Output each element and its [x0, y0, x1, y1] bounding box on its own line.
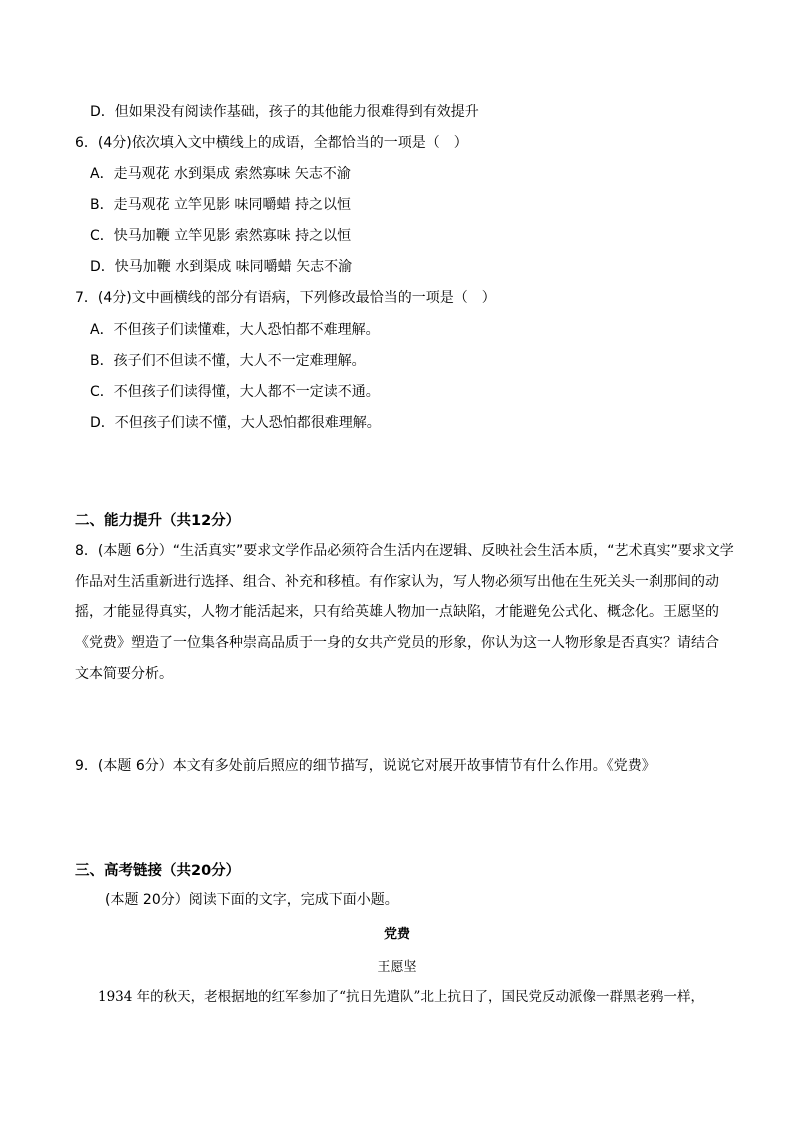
article-first-line: 1934 年的秋天，老根据地的红军参加了“抗日先遣队”北上抗日了，国民党反动派像一群黑老鸦一样，: [98, 989, 704, 1005]
question-6-stem: 6．(4分)依次填入文中横线上的成语，全都恰当的一项是（ ）: [75, 135, 468, 151]
article-author: 王愿坚: [377, 960, 417, 975]
section-3-intro: (本题 20分）阅读下面的文字，完成下面小题。: [105, 892, 399, 908]
question-7-option-c: C．不但孩子们读得懂，大人都不一定读不通。: [90, 384, 380, 400]
q5-option-d: D．但如果没有阅读作基础，孩子的其他能力很难得到有效提升: [90, 104, 479, 120]
question-6-option-c: C．快马加鞭 立竿见影 索然寡味 持之以恒: [90, 228, 352, 244]
section-3-heading: 三、高考链接（共20分）: [75, 863, 241, 879]
question-8-line-5: 文本简要分析。: [75, 666, 173, 682]
question-8-line-1: 8．(本题 6分）“生活真实”要求文学作品必须符合生活内在逻辑、反映社会生活本质，“艺术真实”要求文学: [75, 543, 734, 559]
question-8-line-4: 《党费》塑造了一位集各种崇高品质于一身的女共产党员的形象，你认为这一人物形象是否真实？请结合: [75, 635, 719, 651]
question-7-option-d: D．不但孩子们读不懂，大人恐怕都很难理解。: [90, 415, 381, 431]
question-6-option-a: A．走马观花 水到渠成 索然寡味 矢志不渝: [90, 166, 351, 182]
question-9-text: 9．(本题 6分）本文有多处前后照应的细节描写，说说它对展开故事情节有什么作用。《党费》: [75, 758, 656, 774]
section-2-heading: 二、能力提升（共12分）: [75, 513, 241, 529]
question-8-line-2: 作品对生活重新进行选择、组合、补充和移植。有作家认为，写人物必须写出他在生死关头一刹那间的动: [75, 574, 719, 590]
question-7-option-b: B．孩子们不但读不懂，大人不一定难理解。: [90, 353, 366, 369]
question-8-line-3: 摇，才能显得真实，人物才能活起来，只有给英雄人物加一点缺陷，才能避免公式化、概念化。王愿坚的: [75, 604, 719, 620]
question-7-option-a: A．不但孩子们读懂难，大人恐怕都不难理解。: [90, 322, 380, 338]
question-6-option-b: B．走马观花 立竿见影 味同嚼蜡 持之以恒: [90, 197, 351, 213]
question-7-stem: 7．(4分)文中画横线的部分有语病，下列修改最恰当的一项是（ ）: [75, 290, 496, 306]
article-title: 党费: [383, 927, 410, 942]
question-6-option-d: D．快马加鞭 水到渠成 味同嚼蜡 矢志不渝: [90, 259, 353, 275]
